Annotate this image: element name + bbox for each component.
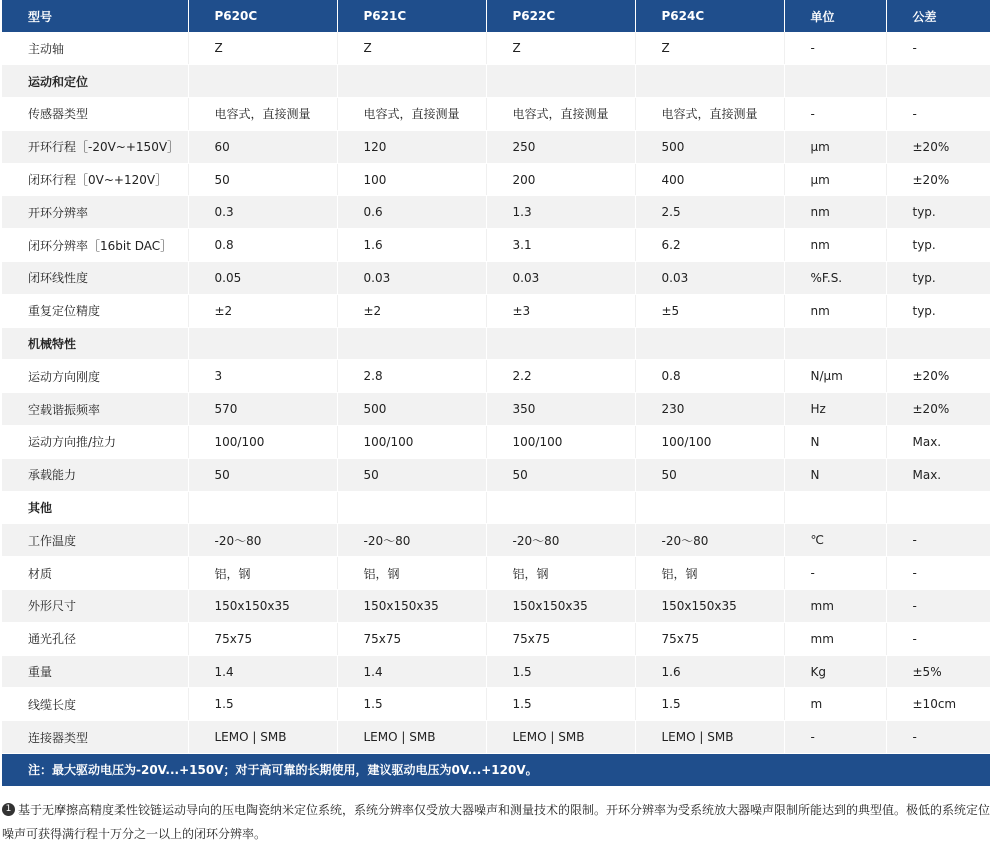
row-label: 重复定位精度: [2, 294, 188, 327]
table-cell: nm: [784, 196, 886, 229]
table-cell: -: [886, 32, 990, 65]
table-cell: [784, 65, 886, 98]
section-row: [2, 65, 990, 98]
row-label: 闭环行程［0V~+120V］: [2, 163, 188, 196]
table-cell: -: [784, 98, 886, 131]
table-cell: [486, 327, 635, 360]
table-row: [2, 458, 990, 491]
table-cell: 100/100: [486, 426, 635, 459]
table-cell: ±5: [635, 294, 784, 327]
table-cell: 0.8: [188, 229, 337, 262]
table-cell: 60: [188, 130, 337, 163]
table-cell: 75x75: [486, 622, 635, 655]
table-cell: -: [784, 721, 886, 754]
row-label: 开环分辨率: [2, 196, 188, 229]
table-cell: 铝，钢: [337, 557, 486, 590]
table-cell: 50: [635, 458, 784, 491]
table-cell: LEMO | SMB: [635, 721, 784, 754]
table-cell: μm: [784, 163, 886, 196]
section-row: [2, 327, 990, 360]
table-cell: %F.S.: [784, 262, 886, 295]
table-cell: typ.: [886, 262, 990, 295]
table-cell: 电容式，直接测量: [188, 98, 337, 131]
table-cell: 75x75: [188, 622, 337, 655]
table-cell: 0.03: [635, 262, 784, 295]
table-cell: [635, 65, 784, 98]
table-cell: [886, 491, 990, 524]
table-cell: N/μm: [784, 360, 886, 393]
spec-table-header: [2, 0, 990, 32]
table-cell: LEMO | SMB: [486, 721, 635, 754]
table-cell: nm: [784, 229, 886, 262]
table-cell: 150x150x35: [188, 590, 337, 623]
row-label: 开环行程［-20V~+150V］: [2, 130, 188, 163]
table-cell: 500: [635, 130, 784, 163]
table-row: [2, 262, 990, 295]
table-cell: -: [886, 524, 990, 557]
row-label: 外形尺寸: [2, 590, 188, 623]
footnote-marker-icon: 1: [2, 803, 15, 816]
table-cell: Z: [188, 32, 337, 65]
row-label: 空载谐振频率: [2, 393, 188, 426]
section-title: 其他: [2, 491, 188, 524]
table-cell: 400: [635, 163, 784, 196]
table-cell: [784, 327, 886, 360]
table-cell: ±5%: [886, 655, 990, 688]
header-p620c: P620C: [188, 0, 337, 32]
table-cell: -: [886, 721, 990, 754]
table-cell: 100/100: [188, 426, 337, 459]
table-cell: typ.: [886, 196, 990, 229]
table-cell: ℃: [784, 524, 886, 557]
table-cell: Hz: [784, 393, 886, 426]
table-cell: [337, 65, 486, 98]
table-cell: 1.5: [337, 688, 486, 721]
table-cell: [337, 491, 486, 524]
table-cell: ±20%: [886, 393, 990, 426]
table-cell: 1.5: [188, 688, 337, 721]
table-cell: Max.: [886, 426, 990, 459]
table-cell: 570: [188, 393, 337, 426]
table-cell: 0.6: [337, 196, 486, 229]
table-cell: typ.: [886, 229, 990, 262]
table-cell: 电容式，直接测量: [635, 98, 784, 131]
row-label: 运动方向推/拉力: [2, 426, 188, 459]
table-cell: [784, 491, 886, 524]
row-label: 闭环分辨率［16bit DAC］: [2, 229, 188, 262]
table-cell: 120: [337, 130, 486, 163]
table-row: [2, 688, 990, 721]
table-row: [2, 426, 990, 459]
table-cell: ±20%: [886, 360, 990, 393]
table-cell: -: [886, 590, 990, 623]
table-cell: 230: [635, 393, 784, 426]
table-cell: [188, 65, 337, 98]
table-cell: 1.6: [337, 229, 486, 262]
row-label: 通光孔径: [2, 622, 188, 655]
footnote: [2, 798, 990, 846]
table-cell: mm: [784, 590, 886, 623]
table-cell: 铝，钢: [635, 557, 784, 590]
table-cell: Z: [337, 32, 486, 65]
table-row: [2, 32, 990, 65]
row-label: 线缆长度: [2, 688, 188, 721]
table-row: [2, 163, 990, 196]
table-row: [2, 229, 990, 262]
table-cell: 0.3: [188, 196, 337, 229]
table-cell: 100/100: [635, 426, 784, 459]
header-tolerance: 公差: [912, 9, 937, 24]
table-cell: [337, 327, 486, 360]
table-cell: 1.3: [486, 196, 635, 229]
table-cell: -: [886, 557, 990, 590]
spec-table: [2, 0, 990, 786]
footer-note: 注：最大驱动电压为-20V...+150V；对于高可靠的长期使用，建议驱动电压为0V...+120V。: [28, 763, 538, 778]
table-cell: 3.1: [486, 229, 635, 262]
row-label: 重量: [2, 655, 188, 688]
table-cell: 1.4: [337, 655, 486, 688]
table-cell: 2.5: [635, 196, 784, 229]
table-cell: 1.4: [188, 655, 337, 688]
table-cell: Max.: [886, 458, 990, 491]
table-cell: ±2: [188, 294, 337, 327]
table-cell: 50: [486, 458, 635, 491]
header-model: 型号: [2, 0, 188, 32]
table-cell: 150x150x35: [635, 590, 784, 623]
header-unit: 单位: [784, 0, 886, 32]
table-cell: 250: [486, 130, 635, 163]
table-cell: ±20%: [886, 130, 990, 163]
header-row: [2, 0, 990, 32]
table-cell: 0.05: [188, 262, 337, 295]
table-cell: typ.: [886, 294, 990, 327]
table-cell: -: [886, 98, 990, 131]
header-p622c: P622C: [486, 0, 635, 32]
table-cell: nm: [784, 294, 886, 327]
table-cell: 1.5: [486, 655, 635, 688]
table-cell: 1.6: [635, 655, 784, 688]
section-title: 运动和定位: [2, 65, 188, 98]
table-cell: N: [784, 426, 886, 459]
table-row: [2, 622, 990, 655]
table-cell: Z: [635, 32, 784, 65]
section-title: 机械特性: [2, 327, 188, 360]
table-cell: 150x150x35: [337, 590, 486, 623]
table-row: [2, 524, 990, 557]
table-cell: 0.03: [486, 262, 635, 295]
table-cell: [486, 65, 635, 98]
table-row: [2, 721, 990, 754]
table-cell: [486, 491, 635, 524]
table-cell: 500: [337, 393, 486, 426]
table-row: [2, 130, 990, 163]
table-cell: -20～80: [188, 524, 337, 557]
table-cell: 0.8: [635, 360, 784, 393]
table-row: [2, 655, 990, 688]
row-label: 运动方向刚度: [2, 360, 188, 393]
table-cell: -20～80: [635, 524, 784, 557]
table-row: [2, 196, 990, 229]
table-cell: 电容式，直接测量: [486, 98, 635, 131]
table-cell: ±20%: [886, 163, 990, 196]
section-row: [2, 491, 990, 524]
table-cell: 100/100: [337, 426, 486, 459]
table-cell: 200: [486, 163, 635, 196]
table-cell: 75x75: [635, 622, 784, 655]
row-label: 连接器类型: [2, 721, 188, 754]
table-cell: [635, 327, 784, 360]
table-cell: m: [784, 688, 886, 721]
table-row: [2, 557, 990, 590]
table-cell: 50: [188, 163, 337, 196]
table-cell: N: [784, 458, 886, 491]
table-cell: 2.2: [486, 360, 635, 393]
table-cell: -: [886, 622, 990, 655]
table-cell: 6.2: [635, 229, 784, 262]
table-cell: -: [784, 32, 886, 65]
table-cell: -: [784, 557, 886, 590]
table-cell: -20～80: [337, 524, 486, 557]
table-cell: [188, 327, 337, 360]
table-cell: 铝，钢: [188, 557, 337, 590]
table-cell: mm: [784, 622, 886, 655]
table-cell: Z: [486, 32, 635, 65]
table-cell: [886, 327, 990, 360]
table-cell: 50: [188, 458, 337, 491]
table-cell: 1.5: [635, 688, 784, 721]
table-cell: 100: [337, 163, 486, 196]
table-cell: [188, 491, 337, 524]
row-label: 工作温度: [2, 524, 188, 557]
table-row: [2, 393, 990, 426]
table-row: [2, 360, 990, 393]
table-cell: ±3: [486, 294, 635, 327]
table-cell: LEMO | SMB: [188, 721, 337, 754]
row-label: 承载能力: [2, 458, 188, 491]
spec-table-footer: [2, 754, 990, 786]
table-cell: 50: [337, 458, 486, 491]
table-cell: 350: [486, 393, 635, 426]
table-cell: 2.8: [337, 360, 486, 393]
table-row: [2, 98, 990, 131]
table-cell: 3: [188, 360, 337, 393]
table-cell: μm: [784, 130, 886, 163]
row-label: 主动轴: [2, 32, 188, 65]
table-cell: ±2: [337, 294, 486, 327]
table-cell: Kg: [784, 655, 886, 688]
footnote-text: 基于无摩擦高精度柔性铰链运动导向的压电陶瓷纳米定位系统，系统分辨率仅受放大器噪声和测量技术的限制。开环分辨率为受系统放大器噪声限制所能达到的典型值。极低的系统定位噪声可获得满行程十万分之一以上的闭环分辨率。: [2, 803, 991, 841]
row-label: 材质: [2, 557, 188, 590]
header-p624c: P624C: [635, 0, 784, 32]
table-cell: 铝，钢: [486, 557, 635, 590]
table-cell: 75x75: [337, 622, 486, 655]
table-cell: 1.5: [486, 688, 635, 721]
footer-row: [2, 754, 990, 786]
spec-table-body: [2, 32, 990, 754]
table-cell: -20～80: [486, 524, 635, 557]
table-cell: 150x150x35: [486, 590, 635, 623]
row-label: 闭环线性度: [2, 262, 188, 295]
table-cell: 电容式，直接测量: [337, 98, 486, 131]
table-cell: [886, 65, 990, 98]
table-cell: LEMO | SMB: [337, 721, 486, 754]
row-label: 传感器类型: [2, 98, 188, 131]
table-row: [2, 294, 990, 327]
table-row: [2, 590, 990, 623]
table-cell: 0.03: [337, 262, 486, 295]
table-cell: ±10cm: [886, 688, 990, 721]
header-p621c: P621C: [337, 0, 486, 32]
table-cell: [635, 491, 784, 524]
